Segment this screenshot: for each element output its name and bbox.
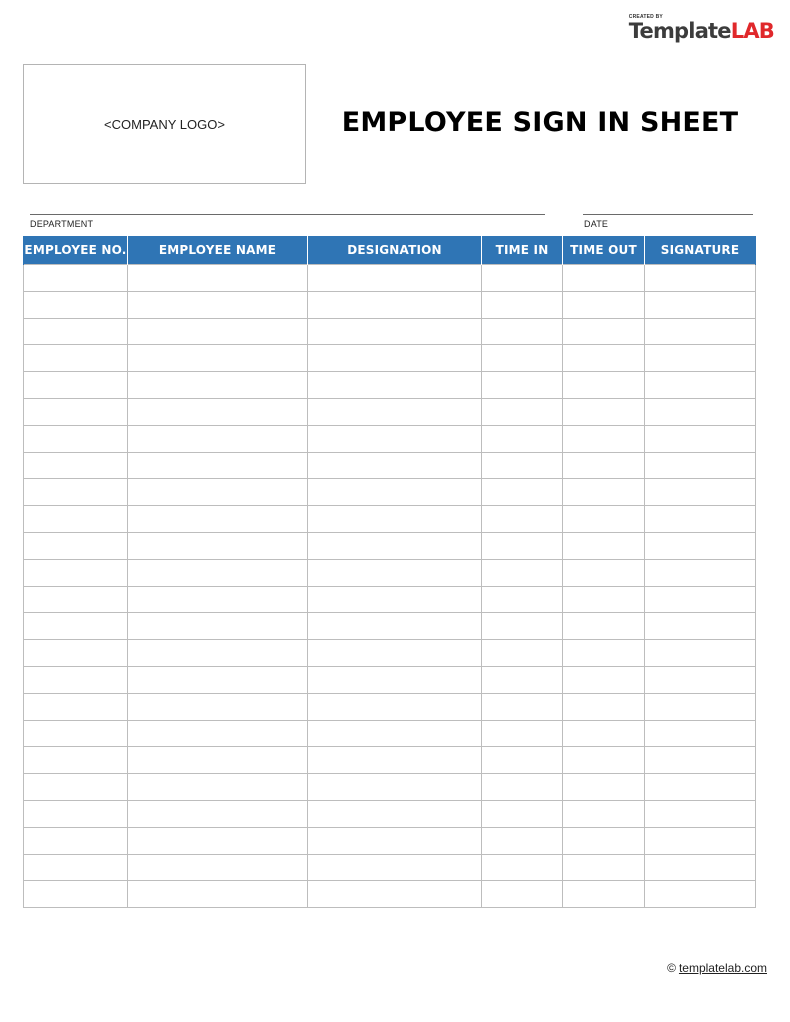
table-cell-time-in[interactable] <box>482 854 563 881</box>
table-cell-employee-no[interactable] <box>24 345 128 372</box>
table-row <box>24 265 756 292</box>
table-cell-employee-name[interactable] <box>128 720 308 747</box>
table-cell-employee-no[interactable] <box>24 774 128 801</box>
table-cell-employee-name[interactable] <box>128 372 308 399</box>
table-cell-signature[interactable] <box>645 398 756 425</box>
table-cell-designation[interactable] <box>308 827 482 854</box>
table-cell-employee-no[interactable] <box>24 854 128 881</box>
table-row <box>24 586 756 613</box>
table-row <box>24 640 756 667</box>
table-cell-signature[interactable] <box>645 318 756 345</box>
table-cell-designation[interactable] <box>308 398 482 425</box>
column-header-designation: DESIGNATION <box>308 236 482 265</box>
table-cell-time-in[interactable] <box>482 452 563 479</box>
table-cell-employee-name[interactable] <box>128 291 308 318</box>
copyright-icon: © <box>667 961 676 975</box>
table-cell-designation[interactable] <box>308 265 482 292</box>
table-cell-signature[interactable] <box>645 452 756 479</box>
table-cell-designation[interactable] <box>308 586 482 613</box>
table-cell-time-in[interactable] <box>482 640 563 667</box>
table-row <box>24 693 756 720</box>
table-cell-signature[interactable] <box>645 854 756 881</box>
table-cell-employee-name[interactable] <box>128 345 308 372</box>
table-cell-signature[interactable] <box>645 640 756 667</box>
table-cell-employee-no[interactable] <box>24 720 128 747</box>
table-cell-time-out[interactable] <box>563 559 645 586</box>
table-cell-employee-name[interactable] <box>128 881 308 908</box>
table-cell-designation[interactable] <box>308 425 482 452</box>
table-cell-designation[interactable] <box>308 800 482 827</box>
table-cell-time-out[interactable] <box>563 425 645 452</box>
table-cell-time-out[interactable] <box>563 398 645 425</box>
table-cell-signature[interactable] <box>645 425 756 452</box>
table-cell-employee-no[interactable] <box>24 559 128 586</box>
table-cell-employee-name[interactable] <box>128 640 308 667</box>
table-cell-employee-no[interactable] <box>24 506 128 533</box>
table-cell-time-in[interactable] <box>482 479 563 506</box>
table-cell-signature[interactable] <box>645 666 756 693</box>
templatelab-brand <box>629 14 774 42</box>
table-cell-time-out[interactable] <box>563 345 645 372</box>
table-cell-time-out[interactable] <box>563 586 645 613</box>
table-cell-designation[interactable] <box>308 720 482 747</box>
table-cell-signature[interactable] <box>645 800 756 827</box>
date-field-line[interactable] <box>583 214 753 215</box>
table-cell-employee-no[interactable] <box>24 479 128 506</box>
table-cell-employee-no[interactable] <box>24 693 128 720</box>
table-cell-time-in[interactable] <box>482 666 563 693</box>
table-row <box>24 666 756 693</box>
table-cell-time-in[interactable] <box>482 586 563 613</box>
table-cell-time-in[interactable] <box>482 265 563 292</box>
table-cell-employee-no[interactable] <box>24 532 128 559</box>
table-row <box>24 854 756 881</box>
table-cell-employee-name[interactable] <box>128 747 308 774</box>
table-cell-employee-no[interactable] <box>24 425 128 452</box>
table-body <box>24 265 756 908</box>
table-cell-employee-name[interactable] <box>128 774 308 801</box>
table-cell-signature[interactable] <box>645 479 756 506</box>
table-cell-time-out[interactable] <box>563 854 645 881</box>
column-header-time-out: TIME OUT <box>563 236 645 265</box>
table-cell-employee-no[interactable] <box>24 881 128 908</box>
page-title: EMPLOYEE SIGN IN SHEET <box>341 107 739 138</box>
table-cell-designation[interactable] <box>308 318 482 345</box>
table-cell-employee-name[interactable] <box>128 318 308 345</box>
table-cell-signature[interactable] <box>645 265 756 292</box>
table-cell-time-in[interactable] <box>482 425 563 452</box>
table-cell-employee-no[interactable] <box>24 318 128 345</box>
table-cell-employee-name[interactable] <box>128 265 308 292</box>
table-row <box>24 559 756 586</box>
table-cell-employee-name[interactable] <box>128 613 308 640</box>
table-cell-time-in[interactable] <box>482 613 563 640</box>
table-cell-time-out[interactable] <box>563 318 645 345</box>
table-cell-employee-no[interactable] <box>24 747 128 774</box>
table-row <box>24 613 756 640</box>
table-cell-employee-name[interactable] <box>128 506 308 533</box>
table-cell-time-out[interactable] <box>563 265 645 292</box>
table-cell-time-out[interactable] <box>563 479 645 506</box>
table-cell-employee-no[interactable] <box>24 800 128 827</box>
table-row <box>24 800 756 827</box>
table-cell-time-in[interactable] <box>482 345 563 372</box>
table-cell-signature[interactable] <box>645 532 756 559</box>
brand-name-lab: LAB <box>730 19 774 43</box>
table-cell-time-in[interactable] <box>482 506 563 533</box>
brand-created-by: CREATED BY <box>628 14 663 20</box>
table-cell-employee-name[interactable] <box>128 452 308 479</box>
table-row <box>24 425 756 452</box>
templatelab-logo <box>629 21 774 42</box>
table-cell-time-out[interactable] <box>563 800 645 827</box>
table-row <box>24 881 756 908</box>
company-logo-placeholder <box>23 64 306 184</box>
table-cell-time-out[interactable] <box>563 747 645 774</box>
table-cell-signature[interactable] <box>645 372 756 399</box>
table-cell-time-out[interactable] <box>563 291 645 318</box>
table-cell-designation[interactable] <box>308 506 482 533</box>
table-cell-designation[interactable] <box>308 693 482 720</box>
table-cell-designation[interactable] <box>308 452 482 479</box>
table-cell-employee-no[interactable] <box>24 666 128 693</box>
table-cell-signature[interactable] <box>645 881 756 908</box>
table-cell-time-in[interactable] <box>482 774 563 801</box>
table-row <box>24 318 756 345</box>
footer-link[interactable]: templatelab.com <box>678 961 767 975</box>
table-cell-signature[interactable] <box>645 586 756 613</box>
table-cell-time-out[interactable] <box>563 452 645 479</box>
table-cell-time-in[interactable] <box>482 827 563 854</box>
table-cell-designation[interactable] <box>308 854 482 881</box>
table-row <box>24 372 756 399</box>
table-cell-time-out[interactable] <box>563 720 645 747</box>
table-row <box>24 398 756 425</box>
table-cell-time-in[interactable] <box>482 720 563 747</box>
table-cell-designation[interactable] <box>308 372 482 399</box>
table-cell-time-in[interactable] <box>482 318 563 345</box>
table-cell-employee-name[interactable] <box>128 479 308 506</box>
table-cell-employee-no[interactable] <box>24 452 128 479</box>
table-cell-time-out[interactable] <box>563 506 645 533</box>
table-cell-designation[interactable] <box>308 345 482 372</box>
table-cell-employee-no[interactable] <box>24 398 128 425</box>
table-cell-designation[interactable] <box>308 532 482 559</box>
table-cell-designation[interactable] <box>308 613 482 640</box>
date-label: DATE <box>584 219 609 229</box>
table-cell-signature[interactable] <box>645 613 756 640</box>
column-header-employee-no: EMPLOYEE NO. <box>24 236 128 265</box>
table-cell-employee-name[interactable] <box>128 854 308 881</box>
table-cell-time-out[interactable] <box>563 666 645 693</box>
column-header-employee-name: EMPLOYEE NAME <box>128 236 308 265</box>
table-cell-time-in[interactable] <box>482 559 563 586</box>
footer <box>667 961 767 975</box>
table-cell-time-in[interactable] <box>482 532 563 559</box>
table-cell-time-in[interactable] <box>482 693 563 720</box>
table-cell-employee-name[interactable] <box>128 398 308 425</box>
table-cell-signature[interactable] <box>645 291 756 318</box>
brand-name-template: Template <box>628 19 731 43</box>
table-row <box>24 506 756 533</box>
table-row <box>24 291 756 318</box>
table-row <box>24 452 756 479</box>
table-cell-designation[interactable] <box>308 291 482 318</box>
table-cell-employee-no[interactable] <box>24 640 128 667</box>
table-cell-time-out[interactable] <box>563 532 645 559</box>
table-cell-signature[interactable] <box>645 559 756 586</box>
company-logo-text: <COMPANY LOGO> <box>104 116 225 132</box>
table-row <box>24 479 756 506</box>
table-cell-time-out[interactable] <box>563 827 645 854</box>
table-cell-designation[interactable] <box>308 774 482 801</box>
table-cell-signature[interactable] <box>645 774 756 801</box>
department-label: DEPARTMENT <box>30 219 94 229</box>
table-row <box>24 720 756 747</box>
table-header-row <box>24 236 756 265</box>
table-cell-time-in[interactable] <box>482 398 563 425</box>
table-cell-time-out[interactable] <box>563 693 645 720</box>
table-cell-employee-name[interactable] <box>128 827 308 854</box>
table-cell-designation[interactable] <box>308 666 482 693</box>
table-cell-employee-no[interactable] <box>24 372 128 399</box>
table-row <box>24 747 756 774</box>
table-cell-employee-name[interactable] <box>128 586 308 613</box>
table-cell-time-out[interactable] <box>563 640 645 667</box>
table-cell-designation[interactable] <box>308 640 482 667</box>
table-cell-employee-no[interactable] <box>24 827 128 854</box>
table-row <box>24 345 756 372</box>
table-cell-employee-name[interactable] <box>128 666 308 693</box>
table-cell-designation[interactable] <box>308 747 482 774</box>
table-cell-signature[interactable] <box>645 345 756 372</box>
table-row <box>24 827 756 854</box>
table-cell-employee-name[interactable] <box>128 693 308 720</box>
table-cell-employee-name[interactable] <box>128 532 308 559</box>
table-cell-signature[interactable] <box>645 747 756 774</box>
table-cell-employee-no[interactable] <box>24 291 128 318</box>
table-cell-designation[interactable] <box>308 881 482 908</box>
table-cell-employee-name[interactable] <box>128 425 308 452</box>
table-cell-employee-no[interactable] <box>24 586 128 613</box>
table-cell-time-in[interactable] <box>482 747 563 774</box>
table-cell-time-in[interactable] <box>482 372 563 399</box>
table-cell-designation[interactable] <box>308 479 482 506</box>
column-header-time-in: TIME IN <box>482 236 563 265</box>
sign-in-table <box>23 236 756 908</box>
table-cell-signature[interactable] <box>645 720 756 747</box>
table-cell-time-out[interactable] <box>563 881 645 908</box>
table-row <box>24 532 756 559</box>
table-cell-time-in[interactable] <box>482 800 563 827</box>
column-header-signature: SIGNATURE <box>645 236 756 265</box>
table-cell-time-out[interactable] <box>563 774 645 801</box>
table-cell-time-out[interactable] <box>563 613 645 640</box>
table-cell-time-out[interactable] <box>563 372 645 399</box>
table-row <box>24 774 756 801</box>
department-field-line[interactable] <box>30 214 545 215</box>
table-cell-employee-name[interactable] <box>128 559 308 586</box>
table-cell-time-in[interactable] <box>482 291 563 318</box>
table-cell-time-in[interactable] <box>482 881 563 908</box>
table-cell-employee-no[interactable] <box>24 613 128 640</box>
table-cell-signature[interactable] <box>645 827 756 854</box>
table-cell-employee-no[interactable] <box>24 265 128 292</box>
table-cell-signature[interactable] <box>645 693 756 720</box>
table-cell-signature[interactable] <box>645 506 756 533</box>
table-cell-designation[interactable] <box>308 559 482 586</box>
table-cell-employee-name[interactable] <box>128 800 308 827</box>
